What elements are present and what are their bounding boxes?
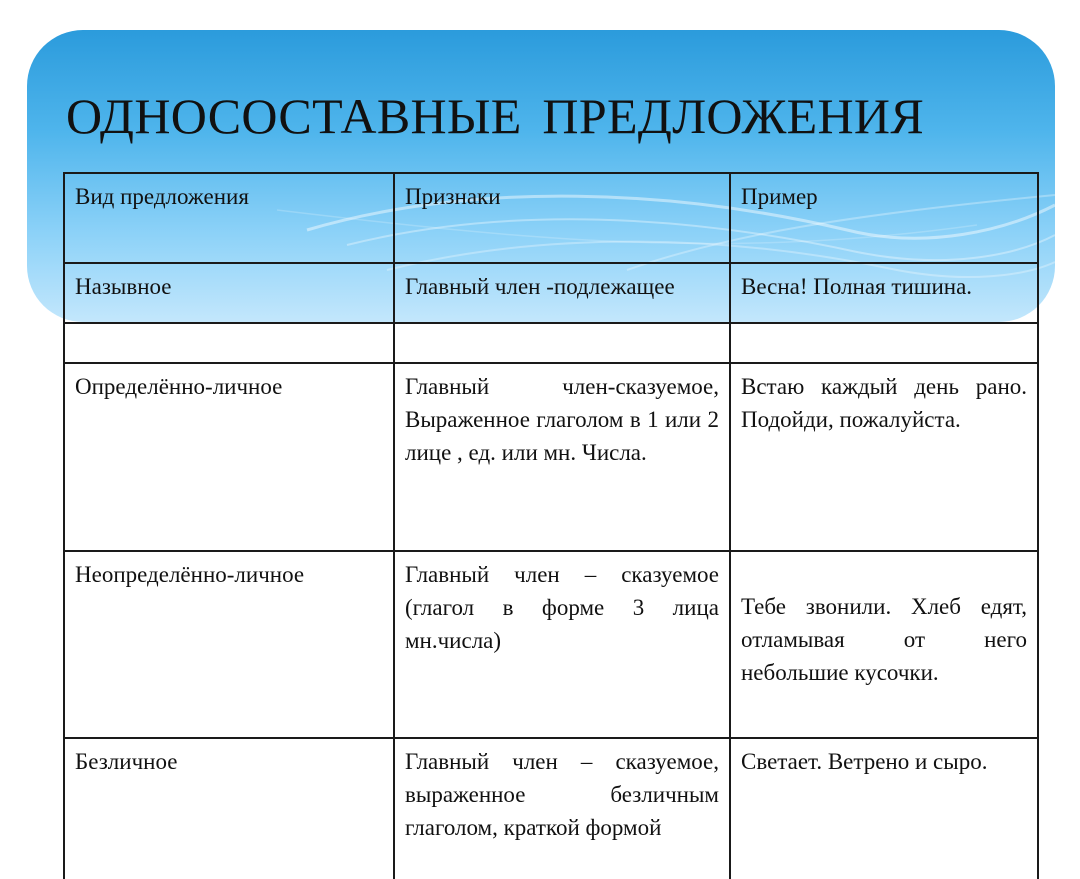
table-header-row [64, 173, 1038, 263]
header-cell: Пример [730, 173, 1038, 263]
table-cell: Определённо-личное [64, 363, 394, 551]
sentence-types-table [63, 172, 1039, 879]
slide-title: ОДНОСОСТАВНЫЕ ПРЕДЛОЖЕНИЯ [66, 88, 924, 144]
table-cell [730, 323, 1038, 363]
table-cell: Тебе звонили. Хлеб едят, отламывая от него небольшие кусочки. [730, 551, 1038, 738]
table-cell: Неопределённо-личное [64, 551, 394, 738]
table-cell: Главный член – сказуемое, выраженное безличным глаголом, краткой формой [394, 738, 730, 879]
table-row-empty [64, 323, 1038, 363]
table-cell: Встаю каждый день рано. Подойди, пожалуйста. [730, 363, 1038, 551]
table-cell [64, 323, 394, 363]
table-row [64, 551, 1038, 738]
table-cell: Светает. Ветрено и сыро. [730, 738, 1038, 879]
table-row [64, 738, 1038, 879]
table-cell: Безличное [64, 738, 394, 879]
table-cell: Назывное [64, 263, 394, 323]
table-cell [394, 323, 730, 363]
table-cell: Главный член – сказуемое (глагол в форме 3 лица мн.числа) [394, 551, 730, 738]
table-cell: Главный член -подлежащее [394, 263, 730, 323]
header-cell: Признаки [394, 173, 730, 263]
header-cell: Вид предложения [64, 173, 394, 263]
table-row [64, 363, 1038, 551]
table-row [64, 263, 1038, 323]
table-cell: Весна! Полная тишина. [730, 263, 1038, 323]
table-cell: Главный член-сказуемое, Выраженное глаголом в 1 или 2 лице , ед. или мн. Числа. [394, 363, 730, 551]
